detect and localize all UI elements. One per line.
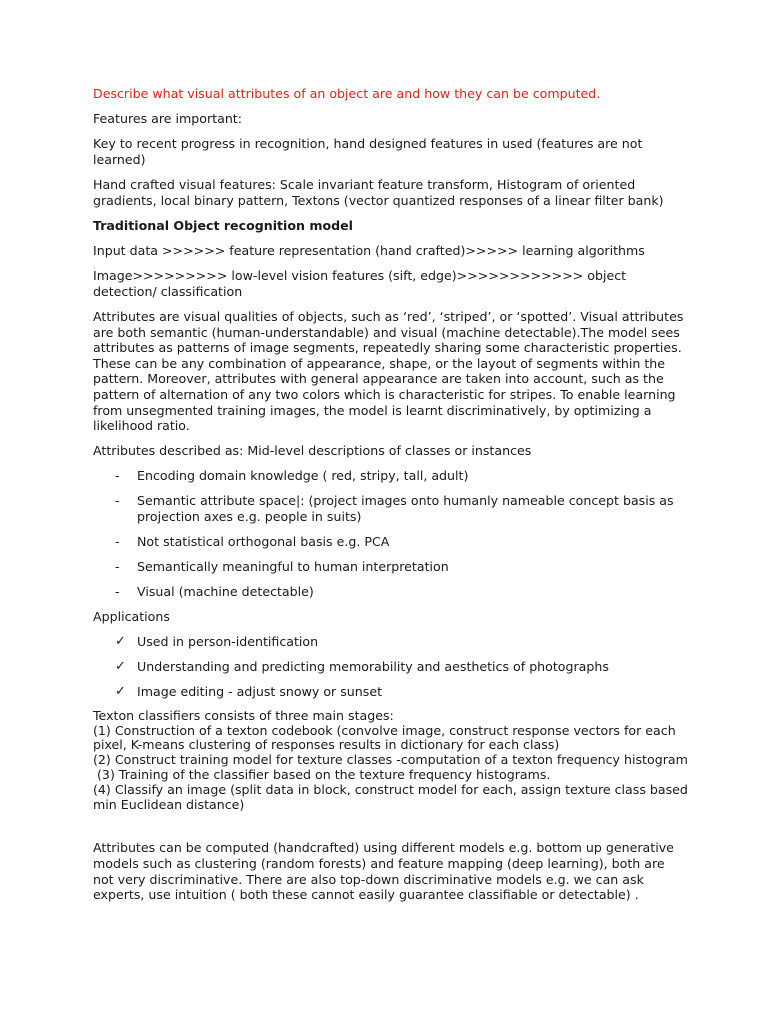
attributes-paragraph: Attributes are visual qualities of objects, such as ‘red’, ‘striped’, or ‘spotted’. Visual attributes are both semantic (human-understandable) and visual (machine detectable).The model sees attributes as patterns of image segments, repeatedly sharing some characteristic properties. These can be any combination of appearance, shape, or the layout of segments within the pattern. Moreover, attributes with general appearance are taken into account, such as the pattern of alternation of any two colors which is characteristic for stripes. To enable learning from unsegmented training images, the model is learnt discriminatively, by optimizing a likelihood ratio. [93,309,684,434]
list-item-text: Semantic attribute space|: (project images onto humanly nameable concept basis as projection axes e.g. people in suits) [137,492,674,524]
input-data-text: Input data >>>>>> feature representation (hand crafted)>>>>> learning algorithms [93,243,645,258]
dash-marker: - [115,558,120,574]
texton-line: (2) Construct training model for texture classes -computation of a texton frequency histogram [93,752,688,768]
list-item [93,493,688,525]
described-as-text: Attributes described as: Mid-level descriptions of classes or instances [93,442,532,458]
texton-line: Texton classifiers consists of three main stages: [93,707,394,723]
checkmark-icon: ✓ [115,683,126,699]
list-item-text: Visual (machine detectable) [137,583,314,599]
applications-list [93,634,688,700]
applications-label: Applications [93,608,170,624]
list-item-text: Image editing - adjust snowy or sunset [137,683,383,699]
checkmark-icon: ✓ [115,633,126,649]
image-pipeline-text: Image>>>>>>>>> low-level vision features (sift, edge)>>>>>>>>>>>> object detection/ classification [93,268,627,299]
dash-marker: - [115,492,120,508]
dash-marker: - [115,533,120,549]
list-item [93,559,688,575]
features-important-text: Features are important: [93,111,242,126]
hand-crafted-text: Hand crafted visual features: Scale invariant feature transform, Histogram of oriented gradients, local binary pattern, Textons (vector quantized responses of a linear filter bank) [93,177,664,208]
checkmark-icon: ✓ [115,658,126,674]
texton-line: (3) Training of the classifier based on the texture frequency histograms. [93,766,551,782]
list-item [93,634,688,650]
dash-marker: - [115,467,120,483]
texton-stages-block [93,709,688,813]
attribute-description-list [93,468,688,600]
key-progress-text: Key to recent progress in recognition, hand designed features in used (features are not learned) [93,136,643,167]
list-item-text: Semantically meaningful to human interpretation [137,558,449,574]
list-item [93,659,688,675]
list-item [93,684,688,700]
question-text: Describe what visual attributes of an object are and how they can be computed. [93,86,601,101]
list-item [93,468,688,484]
list-item [93,584,688,600]
list-item [93,534,688,550]
traditional-model-heading: Traditional Object recognition model [93,218,354,233]
dash-marker: - [115,583,120,599]
list-item-text: Understanding and predicting memorability and aesthetics of photographs [137,658,609,674]
list-item-text: Encoding domain knowledge ( red, stripy, tall, adult) [137,467,469,483]
list-item-text: Used in person-identification [137,633,319,649]
texton-line: (4) Classify an image (split data in block, construct model for each, assign texture class based min Euclidean distance) [93,781,688,812]
final-paragraph: Attributes can be computed (handcrafted) using different models e.g. bottom up generative models such as clustering (random forests) and feature mapping (deep learning), both are not very discriminative. There are also top-down discriminative models e.g. we can ask experts, use intuition ( both these cannot easily guarantee classifiable or detectable) . [93,840,674,903]
texton-line: (1) Construction of a texton codebook (convolve image, construct response vectors for each pixel, K-means clustering of responses results in dictionary for each class) [93,722,676,753]
list-item-text: Not statistical orthogonal basis e.g. PCA [137,533,390,549]
